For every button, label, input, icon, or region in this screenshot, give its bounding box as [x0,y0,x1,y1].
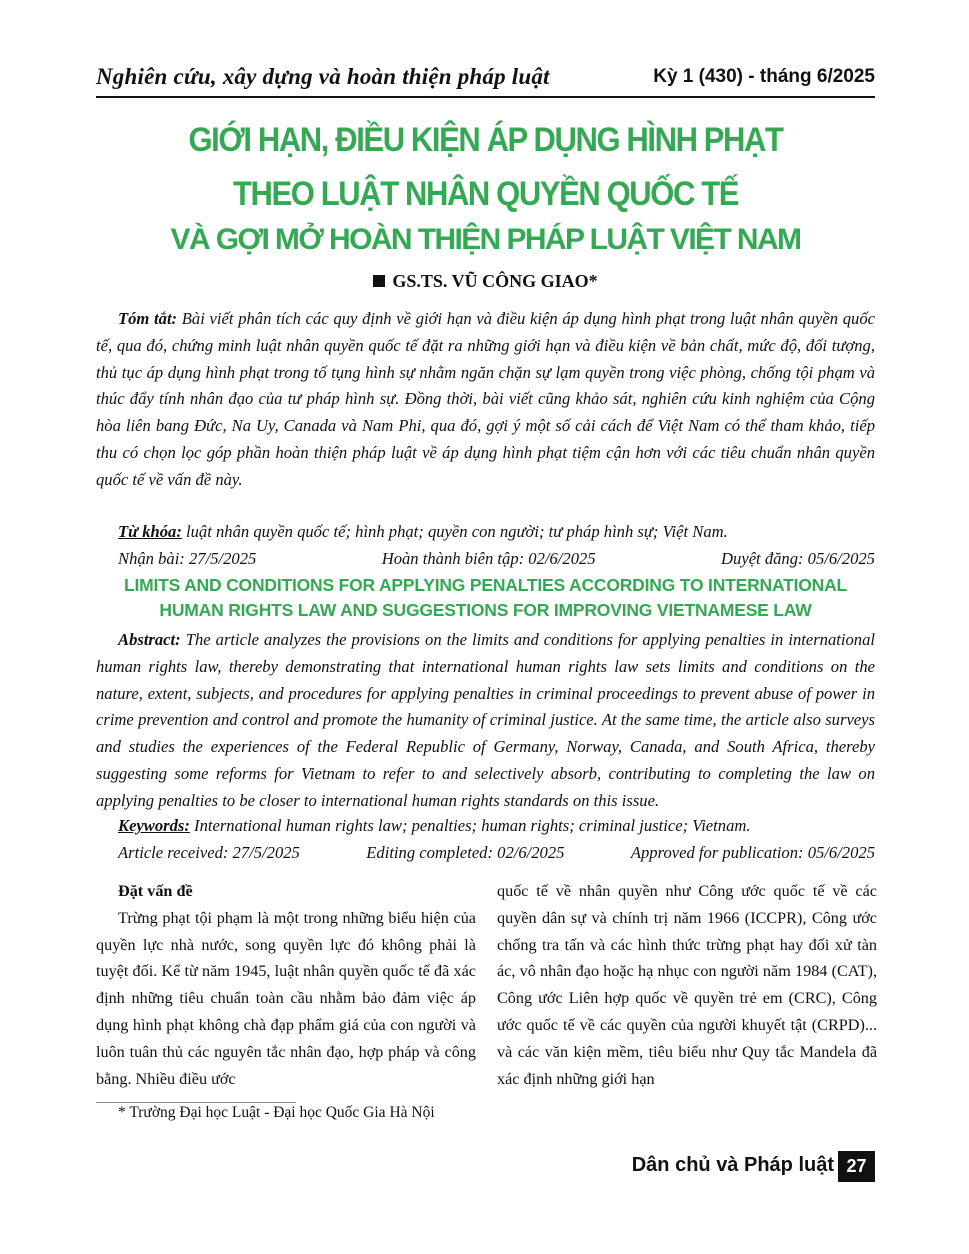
footnote: * Trường Đại học Luật - Đại học Quốc Gia Hà Nội [118,1104,435,1121]
keywords-en-label: Keywords: [118,816,190,835]
edited-date-en: Editing completed: 02/6/2025 [366,843,565,862]
body-paragraph-left [96,905,476,1093]
received-date-vi: Nhận bài: 27/5/2025 [118,549,257,568]
title-vi-line-3: VÀ GỢI MỞ HOÀN THIỆN PHÁP LUẬT VIỆT NAM [170,223,801,256]
running-header [96,64,875,98]
author-name: GS.TS. VŨ CÔNG GIAO* [392,271,598,291]
section-heading: Đặt vấn đề [118,882,193,900]
abstract-en [96,627,875,815]
body-column-right [497,878,877,1092]
title-en-line-2: HUMAN RIGHTS LAW AND SUGGESTIONS FOR IMPROVING VIETNAMESE LAW [159,600,812,620]
edited-date-vi: Hoàn thành biên tập: 02/6/2025 [381,549,596,568]
abstract-vi-text: Bài viết phân tích các quy định về giới hạn và điều kiện áp dụng hình phạt trong luật nhân quyền quốc tế, qua đó, chứng minh luật nhân quyền quốc tế đặt ra những giới hạn và điều kiện về bản chất, mức độ, đối tượng, thủ tục áp dụng hình phạt trong tố tụng hình sự nhằm ngăn chặn sự lạm quyền trong việc phòng, chống tội phạm và thúc đẩy tính nhân đạo của tư pháp hình sự. Đồng thời, bài viết cũng khảo sát, nghiên cứu kinh nghiệm của Cộng hòa liên bang Đức, Na Uy, Canada và Nam Phi, qua đó, gợi ý một số cải cách để Việt Nam có thể tham khảo, tiếp thu có chọn lọc góp phần hoàn thiện pháp luật về áp dụng hình phạt tiệm cận hơn với các tiêu chuẩn nhân quyền quốc tế về vấn đề này. [96,309,875,489]
abstract-vi [96,306,875,494]
journal-section-name: Nghiên cứu, xây dựng và hoàn thiện pháp luật [96,64,550,89]
dates-en [118,843,875,863]
title-en-line-1: LIMITS AND CONDITIONS FOR APPLYING PENALTIES ACCORDING TO INTERNATIONAL [123,575,848,595]
keywords-vi [118,522,875,542]
keywords-vi-text: luật nhân quyền quốc tế; hình phạt; quyền con người; tư pháp hình sự; Việt Nam. [181,522,728,541]
keywords-en [118,816,875,836]
dates-vi [118,549,875,569]
body-column-left [96,878,476,1092]
keywords-vi-label: Từ khóa: [118,522,182,541]
keywords-en-text: International human rights law; penalties; human rights; criminal justice; Vietnam. [189,816,751,835]
issue-info: Kỳ 1 (430) - tháng 6/2025 [653,66,875,87]
body-text-left: Trừng phạt tội phạm là một trong những biểu hiện của quyền lực nhà nước, song quyền lực đó không phải là tuyệt đối. Kể từ năm 1945, luật nhân quyền quốc tế đã xác định những tiêu chuẩn toàn cầu nhằm bảo đảm việc áp dụng hình phạt không chà đạp phẩm giá của con người và luôn tuân thủ các nguyên tắc nhân đạo, hợp pháp và công bằng. Nhiều điều ước [96,908,476,1088]
title-vi-line-2: THEO LUẬT NHÂN QUYỀN QUỐC TẾ [232,173,739,214]
title-vi-line-1: GIỚI HẠN, ĐIỀU KIỆN ÁP DỤNG HÌNH PHẠT [188,119,783,160]
page-number: 27 [838,1151,875,1182]
approved-date-vi: Duyệt đăng: 05/6/2025 [721,549,875,568]
abstract-en-text: The article analyzes the provisions on the limits and conditions for applying penalties in international human rights law, thereby demonstrating that international human rights law sets limits and conditions on the nature, extent, subjects, and procedures for applying penalties in criminal proceedings to prevent abuse of power in crime prevention and control and promote the humanity of criminal justice. At the same time, the article also surveys and studies the experiences of the Federal Republic of Germany, Norway, Canada, and South Africa, thereby suggesting some reforms for Vietnam to refer to and selectively absorb, contributing to completing the law on applying penalties to be closer to international human rights standards on this issue. [96,630,875,810]
abstract-vi-label: Tóm tắt: [118,309,178,328]
footer-journal-title: Dân chủ và Pháp luật [631,1154,834,1176]
footnote-divider [96,1102,296,1103]
author-line [96,271,875,292]
square-bullet-icon [373,275,385,287]
body-paragraph-right: quốc tế về nhân quyền như Công ước quốc tế về các quyền dân sự và chính trị năm 1966 (ICCPR), Công ước chống tra tấn và các hình thức trừng phạt hay đối xử tàn ác, vô nhân đạo hoặc hạ nhục con người năm 1984 (CAT), Công ước Liên hợp quốc về quyền trẻ em (CRC), Công ước quốc tế về các quyền của người khuyết tật (CRPD)... và các văn kiện mềm, tiêu biểu như Quy tắc Mandela đã xác định những giới hạn [497,882,877,1088]
abstract-en-label: Abstract: [118,630,181,649]
received-date-en: Article received: 27/5/2025 [118,843,300,862]
approved-date-en: Approved for publication: 05/6/2025 [630,843,875,862]
